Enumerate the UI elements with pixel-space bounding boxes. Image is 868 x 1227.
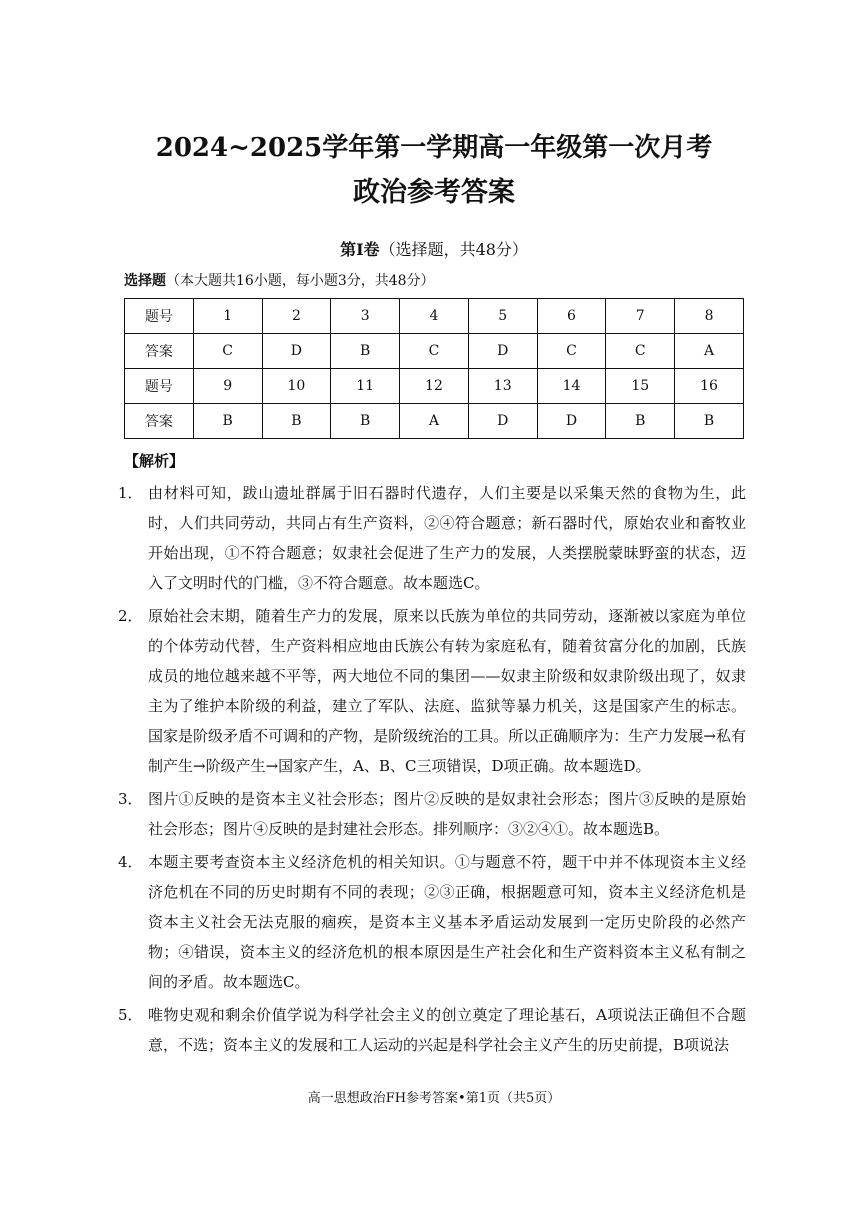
- document-title: 2024~2025学年第一学期高一年级第一次月考: [155, 133, 713, 163]
- item-number: 1．: [118, 484, 143, 502]
- answer-cell: C: [537, 334, 606, 369]
- answer-cell: B: [331, 404, 400, 439]
- question-number: 6: [537, 299, 606, 334]
- answer-cell: C: [606, 334, 675, 369]
- analysis-item: [118, 478, 746, 598]
- analysis-item: [118, 784, 746, 844]
- analysis-item: [118, 847, 746, 997]
- question-number: 12: [400, 369, 469, 404]
- question-number: 10: [262, 369, 331, 404]
- answer-cell: B: [606, 404, 675, 439]
- question-number: 11: [331, 369, 400, 404]
- question-number: 13: [468, 369, 537, 404]
- answer-cell: B: [331, 334, 400, 369]
- item-text: 唯物史观和剩余价值学说为科学社会主义的创立奠定了理论基石，A项说法正确但不合题意，不选；资本主义的发展和工人运动的兴起是科学社会主义产生的历史前提，B项说法: [148, 1006, 746, 1054]
- answer-cell: D: [468, 404, 537, 439]
- item-text: 图片①反映的是资本主义社会形态；图片②反映的是奴隶社会形态；图片③反映的是原始社会形态；图片④反映的是封建社会形态。排列顺序：③②④①。故本题选B。: [148, 790, 746, 838]
- page-footer: 高一思想政治FH参考答案•第1页（共5页）: [307, 1091, 561, 1106]
- row-label: 题号: [125, 299, 194, 334]
- question-number: 15: [606, 369, 675, 404]
- table-row: [125, 369, 744, 404]
- answer-cell: B: [193, 404, 262, 439]
- question-number: 16: [675, 369, 744, 404]
- choice-intro: [124, 270, 435, 290]
- answer-table: [124, 298, 744, 439]
- row-label: 答案: [125, 334, 194, 369]
- row-label: 题号: [125, 369, 194, 404]
- answer-cell: B: [675, 404, 744, 439]
- section-note: （选择题，共48分）: [379, 240, 528, 259]
- answer-cell: A: [675, 334, 744, 369]
- table-row: [125, 334, 744, 369]
- table-row: [125, 404, 744, 439]
- item-text: 原始社会末期，随着生产力的发展，原来以氏族为单位的共同劳动，逐渐被以家庭为单位的个体劳动代替，生产资料相应地由氏族公有转为家庭私有，随着贫富分化的加剧，氏族成员的地位越来越不平等，两大地位不同的集团——奴隶主阶级和奴隶阶级出现了，奴隶主为了维护本阶级的利益，建立了军队、法庭、监狱等暴力机关，这是国家产生的标志。国家是阶级矛盾不可调和的产物，是阶级统治的工具。所以正确顺序为：生产力发展→私有制产生→阶级产生→国家产生，A、B、C三项错误，D项正确。故本题选D。: [148, 607, 746, 775]
- answer-cell: B: [262, 404, 331, 439]
- question-number: 3: [331, 299, 400, 334]
- item-text: 本题主要考查资本主义经济危机的相关知识。①与题意不符，题干中并不体现资本主义经济危机在不同的历史时期有不同的表现；②③正确，根据题意可知，资本主义经济危机是资本主义社会无法克服的痼疾，是资本主义基本矛盾运动发展到一定历史阶段的必然产物；④错误，资本主义的经济危机的根本原因是生产社会化和生产资料资本主义私有制之间的矛盾。故本题选C。: [148, 853, 746, 991]
- answer-cell: C: [193, 334, 262, 369]
- table-row: [125, 299, 744, 334]
- question-number: 9: [193, 369, 262, 404]
- analysis-heading: 【解析】: [124, 452, 185, 470]
- item-number: 4．: [118, 853, 143, 871]
- question-number: 5: [468, 299, 537, 334]
- section-heading: [0, 237, 868, 260]
- section-label: 第Ⅰ卷: [340, 240, 380, 259]
- question-number: 4: [400, 299, 469, 334]
- choice-note: （本大题共16小题，每小题3分，共48分）: [166, 273, 435, 289]
- question-number: 7: [606, 299, 675, 334]
- item-number: 2．: [118, 607, 143, 625]
- item-number: 3．: [118, 790, 143, 808]
- row-label: 答案: [125, 404, 194, 439]
- answer-cell: D: [468, 334, 537, 369]
- question-number: 8: [675, 299, 744, 334]
- item-number: 5．: [118, 1006, 143, 1024]
- choice-label: 选择题: [124, 273, 166, 289]
- question-number: 14: [537, 369, 606, 404]
- answer-cell: C: [400, 334, 469, 369]
- analysis-item: [118, 1000, 746, 1060]
- question-number: 1: [193, 299, 262, 334]
- item-text: 由材料可知，跋山遗址群属于旧石器时代遗存，人们主要是以采集天然的食物为生，此时，人们共同劳动，共同占有生产资料，②④符合题意；新石器时代，原始农业和畜牧业开始出现，①不符合题意；奴隶社会促进了生产力的发展，人类摆脱蒙昧野蛮的状态，迈入了文明时代的门槛，③不符合题意。故本题选C。: [148, 484, 746, 592]
- analysis-list: [118, 478, 746, 1063]
- document-subtitle: 政治参考答案: [353, 177, 515, 208]
- question-number: 2: [262, 299, 331, 334]
- answer-cell: D: [262, 334, 331, 369]
- answer-cell: D: [537, 404, 606, 439]
- answer-cell: A: [400, 404, 469, 439]
- analysis-item: [118, 601, 746, 781]
